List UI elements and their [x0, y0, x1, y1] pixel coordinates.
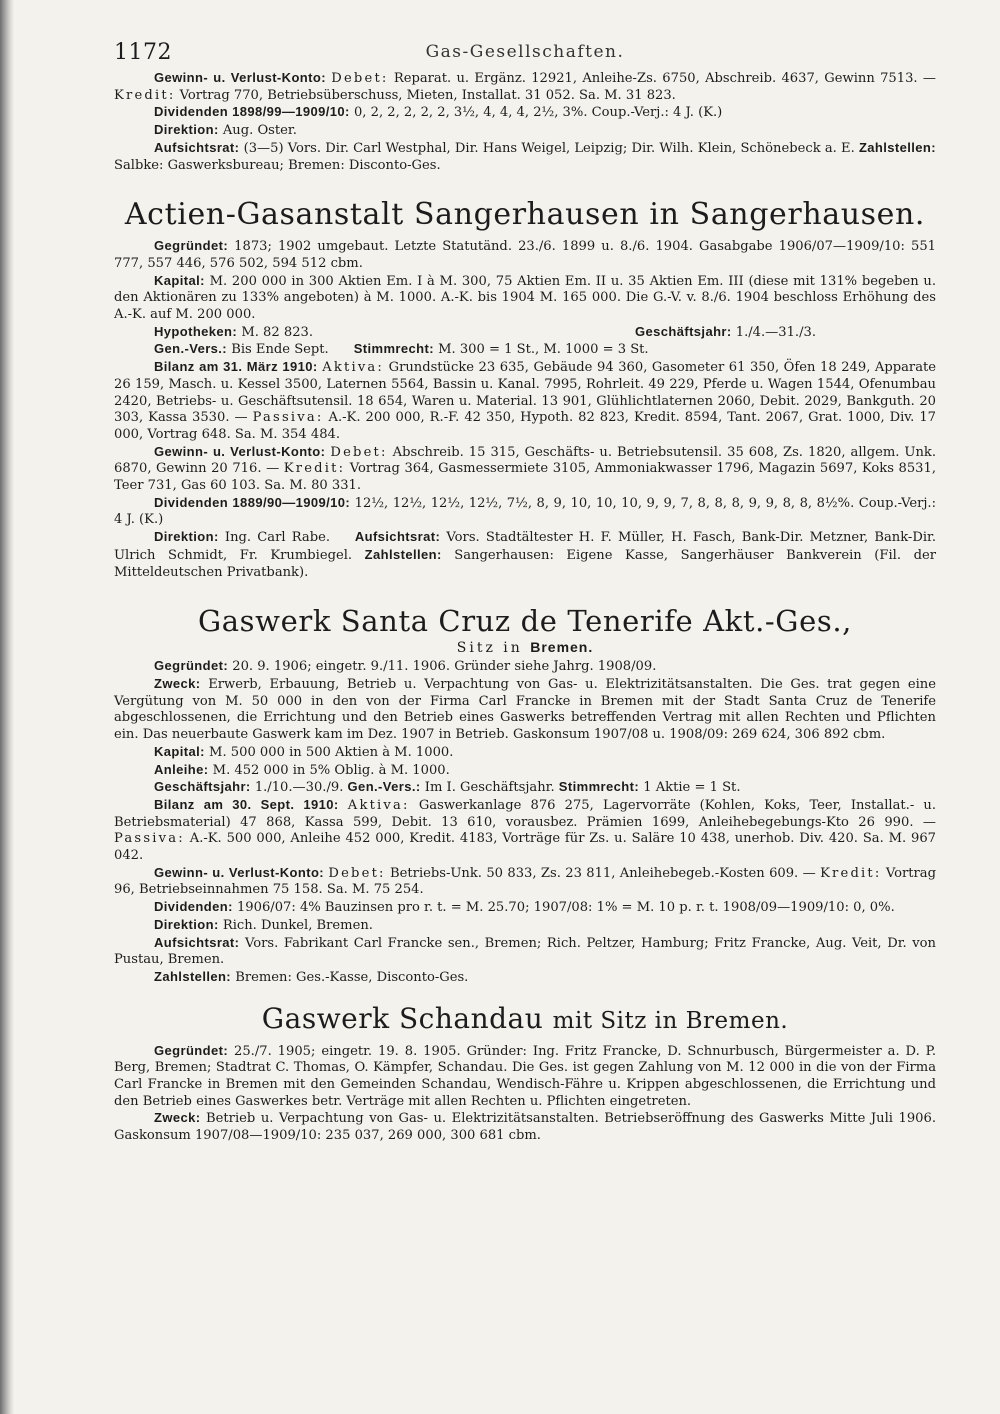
label: Zahlstellen: [364, 546, 442, 562]
text: Betriebs-Unk. 50 833, Zs. 23 811, Anleihebegeb.-Kosten 609. — [390, 865, 816, 881]
label: Dividenden 1898/99—1909/10: [154, 104, 350, 120]
text: 25./7. 1905; eingetr. 19. 8. 1905. Gründer: Ing. Fritz Francke, D. Schnurbusch, Bürgermeister a. D. P. Berg, Bremen; Stadtrat C. Thomas, O. Kämpfer, Schandau. Die Ges. ist gegen Zahlung von M. 12 000 in die von der Firma Carl Francke in Bremen mit den Gemeinden Schandau, Wendisch-Fähre u. Krippen abgeschlossenen, die Errichtung und den Betrieb eines Gaswerkes betr. Verträge mit allen Rechten u. Pflichten eingetreten. [114, 1043, 936, 1109]
label: Gegründet: [154, 658, 229, 674]
text: A.-K. 500 000, Anleihe 452 000, Kredit. 4183, Vorträge für Zs. u. Saläre 10 438, unerhob. Div. 420. Sa. M. 967 042. [114, 831, 937, 864]
s2-gewinn-verlust [114, 865, 936, 899]
s1-gewinn-verlust [114, 444, 936, 495]
label: Zweck: [154, 675, 201, 691]
section-title-sangerhausen: Actien-Gasanstalt Sangerhausen in Sangerhausen. [124, 197, 926, 233]
page-header [114, 36, 936, 70]
s3-zweck [114, 1110, 936, 1144]
s1-direktion [114, 529, 936, 581]
text: Vortrag 364, Gasmessermiete 3105, Ammoniakwasser 1796, Magazin 5697, Koks 8531, Teer 731, Gas 60 103. Sa. M. 80 331. [114, 461, 936, 494]
text: 1906/07: 4% Bauzinsen pro r. t. = M. 25.70; 1907/08: 1% = M. 10 p. r. t. 1908/09—1909/10: 0, 0%. [236, 900, 895, 916]
label: Zahlstellen: [154, 968, 232, 984]
label: Kapital: [154, 272, 205, 288]
label: Direktion: [154, 529, 219, 545]
label: Gegründet: [154, 238, 229, 254]
text: Abschreib. 15 315, Geschäfts- u. Betriebsutensil. 35 608, Zs. 1820, allgem. Unk. 6870, Gewinn 20 716. — [114, 444, 936, 477]
text: M. 500 000 in 500 Aktien à M. 1000. [209, 744, 454, 760]
text: (3—5) Vors. Dir. Carl Westphal, Dir. Hans Weigel, Leipzig; Dir. Wilh. Klein, Schönebeck a. E. [243, 140, 855, 156]
text: Bis Ende Sept. [231, 342, 329, 358]
label: Bilanz am 31. März 1910: [154, 359, 318, 375]
sitz-city: Bremen. [530, 639, 594, 656]
text: Vortrag 770, Betriebsüberschuss, Mieten, Installat. 31 052. Sa. M. 31 823. [179, 87, 676, 103]
s2-dividenden [114, 899, 936, 917]
debet-label: Debet: [331, 71, 389, 86]
s1-gegruendet [114, 238, 936, 272]
s1-kapital [114, 273, 936, 324]
text: Aug. Oster. [222, 123, 297, 139]
label: Dividenden 1889/90—1909/10: [154, 494, 351, 510]
hypotheken [114, 324, 313, 342]
passiva-label: Passiva: [114, 831, 185, 847]
s2-geschaeftsjahr [114, 779, 936, 797]
label: Direktion: [154, 122, 219, 138]
text: M. 200 000 in 300 Aktien Em. I à M. 300, 75 Aktien Em. II u. 35 Aktien Em. III (diese mit 131% begeben u. den Aktionären zu 133% angeboten) à M. 1000. A.-K. bis 1904 M. 165 000. Die G.-V. v. 8./6. 1904 beschloss Erhöhung des A.-K. auf M. 200 000. [114, 273, 937, 323]
text: 20. 9. 1906; eingetr. 9./11. 1906. Gründer siehe Jahrg. 1908/09. [232, 659, 657, 675]
title-main: Gaswerk Schandau [261, 1001, 544, 1035]
text: Vortrag 96, Betriebseinnahmen 75 158. Sa. M. 75 254. [114, 865, 936, 898]
s2-gegruendet [114, 658, 936, 676]
label: Zweck: [154, 1110, 201, 1126]
text: 0, 2, 2, 2, 2, 2, 3½, 4, 4, 4, 2½, 3%. Coup.-Verj.: 4 J. (K.) [353, 105, 723, 121]
page [114, 36, 936, 1145]
label: Hypotheken: [154, 323, 238, 339]
prev-dividenden [114, 104, 936, 122]
page-number: 1172 [114, 40, 172, 65]
s2-aufsichtsrat [114, 935, 936, 969]
prev-gewinn-verlust [114, 70, 936, 104]
text: Erwerb, Erbauung, Betrieb u. Verpachtung von Gas- u. Elektrizitätsanstalten. Die Ges. trat gegen eine Vergütung von M. 50 000 in den von der Firma Carl Francke in Bremen mit der Stadt Santa Cruz de Tenerife abgeschlossenen, die Errichtung und den Betrieb eines Gaswerks betreffenden Vertrag mit allen Rechten und Pflichten ein. Das neuerbaute Gaswerk kam im Dez. 1907 in Betrieb. Gaskonsum 1907/08 u. 1908/09: 269 624, 306 892 cbm. [114, 676, 936, 743]
label: Geschäftsjahr: [154, 779, 251, 795]
label: Gegründet: [154, 1042, 229, 1058]
s2-direktion [114, 917, 936, 935]
kredit-label: Kredit: [114, 87, 176, 103]
debet-label: Debet: [330, 444, 388, 460]
running-title: Gas-Gesellschaften. [425, 42, 625, 62]
label: Anleihe: [154, 761, 209, 777]
text: Gaswerkanlage 876 275, Lagervorräte (Kohlen, Koks, Teer, Installat.- u. Betriebsmaterial) 47 868, Kassa 599, Debit. 13 610, vorausbez. Prämien 1699, Anleihebegebungs-Kto 26 990. — [114, 797, 936, 830]
text: 1873; 1902 umgebaut. Letzte Statutänd. 23./6. 1899 u. 8./6. 1904. Gasabgabe 1906/07—1909/10: 551 777, 557 446, 576 502, 594 512 cbm. [114, 239, 936, 271]
prev-direktion [114, 122, 936, 140]
prev-aufsichtsrat [114, 140, 936, 174]
label: Gewinn- u. Verlust-Konto: [154, 864, 325, 880]
s2-kapital [114, 744, 936, 762]
text: Reparat. u. Ergänz. 12921, Anleihe-Zs. 6750, Abschreib. 4637, Gewinn 7513. — [393, 71, 936, 86]
section-title-schandau [114, 1001, 936, 1039]
passiva-label: Passiva: [252, 410, 324, 426]
sitz-label: Sitz in [456, 640, 523, 657]
text: M. 300 = 1 St., M. 1000 = 3 St. [438, 342, 649, 358]
geschaeftsjahr [635, 324, 936, 342]
aktiva-label: Aktiva: [347, 797, 410, 813]
label: Gewinn- u. Verlust-Konto: [154, 70, 326, 85]
section-title-santa-cruz: Gaswerk Santa Cruz de Tenerife Akt.-Ges., [198, 604, 852, 639]
label: Bilanz am 30. Sept. 1910: [154, 796, 339, 812]
label: Gen.-Vers.: [347, 779, 421, 795]
text: Sangerhausen: Eigene Kasse, Sangerhäuser Bankverein (Fil. der Mitteldeutschen Privatbank). [114, 547, 936, 580]
label: Dividenden: [154, 899, 233, 915]
text: 12½, 12½, 12½, 12½, 7½, 8, 9, 10, 10, 10, 9, 9, 7, 8, 8, 8, 9, 9, 8, 8, 8½%. Coup.-Verj.: 4 J. (K.) [114, 495, 936, 528]
label: Gewinn- u. Verlust-Konto: [154, 443, 326, 459]
s1-bilanz [114, 359, 936, 444]
s1-dividenden [114, 495, 936, 529]
label: Aufsichtsrat: [354, 529, 441, 545]
text: A.-K. 200 000, R.-F. 42 350, Hypoth. 82 823, Kredit. 8594, Tant. 2067, Grat. 1000, Div. 17 000, Vortrag 648. Sa. M. 354 484. [114, 410, 936, 442]
text: 1./10.—30./9. [254, 780, 344, 796]
text: M. 82 823. [241, 324, 314, 340]
text: Im I. Geschäftsjahr. [424, 780, 555, 796]
s2-zahlstellen [114, 969, 936, 987]
s2-anleihe [114, 762, 936, 780]
label: Direktion: [154, 916, 219, 932]
label: Gen.-Vers.: [154, 341, 228, 357]
text: Vors. Stadtältester H. F. Müller, H. Fasch, Bank-Dir. Metzner, Bank-Dir. Ulrich Schmidt, Fr. Krumbiegel. [114, 530, 936, 563]
text: M. 452 000 in 5% Oblig. à M. 1000. [212, 762, 450, 778]
label: Aufsichtsrat: [154, 139, 240, 155]
kredit-label: Kredit: [283, 461, 346, 477]
text: 1 Aktie = 1 St. [643, 780, 741, 796]
label: Kapital: [154, 743, 205, 759]
text: Bremen: Ges.-Kasse, Disconto-Ges. [235, 969, 469, 985]
s2-zweck [114, 676, 936, 744]
label: Geschäftsjahr: [634, 323, 732, 339]
s2-sitz [114, 639, 936, 656]
text: Grundstücke 23 635, Gebäude 94 360, Gasometer 61 350, Öfen 18 249, Apparate 26 159, Masch. u. Kessel 3500, Laternen 5564, Bassin u. Kanal. 7995, Rohrleit. 49 229, Pferde u. Wagen 1544, Ofenumbau 2420, Betriebs- u. Geschäftsutensil. 18 654, Waren u. Material. 13 901, Glühlichtlaternen 2060, Debit. 2029, Bankguth. 20 303, Kassa 3530. — [114, 360, 937, 426]
text: 1./4.—31./3. [735, 324, 816, 340]
kredit-label: Kredit: [820, 865, 882, 881]
label: Aufsichtsrat: [154, 934, 240, 950]
s3-gegruendet [114, 1043, 936, 1111]
s1-gen-vers [114, 341, 936, 359]
text: Vors. Fabrikant Carl Francke sen., Bremen; Rich. Peltzer, Hamburg; Fritz Francke, Aug. Veit, Dr. von Pustau, Bremen. [114, 935, 936, 968]
text: Betrieb u. Verpachtung von Gas- u. Elektrizitätsanstalten. Betriebseröffnung des Gaswerks Mitte Juli 1906. Gaskonsum 1907/08—1909/10: 235 037, 269 000, 300 681 cbm. [114, 1111, 936, 1144]
label: Stimmrecht: [558, 779, 640, 795]
s2-bilanz [114, 797, 936, 865]
debet-label: Debet: [328, 865, 386, 881]
text: Rich. Dunkel, Bremen. [222, 917, 373, 933]
label: Stimmrecht: [353, 341, 434, 357]
s1-hypotheken-geschaeftsjahr [114, 324, 936, 342]
aktiva-label: Aktiva: [322, 360, 385, 376]
book-spine-shadow [0, 0, 14, 1414]
title-sitz: mit Sitz in Bremen. [552, 1007, 789, 1034]
label: Zahlstellen: [858, 139, 936, 155]
text: Ing. Carl Rabe. [224, 530, 330, 546]
text: Salbke: Gaswerksbureau; Bremen: Disconto-Ges. [114, 157, 441, 173]
